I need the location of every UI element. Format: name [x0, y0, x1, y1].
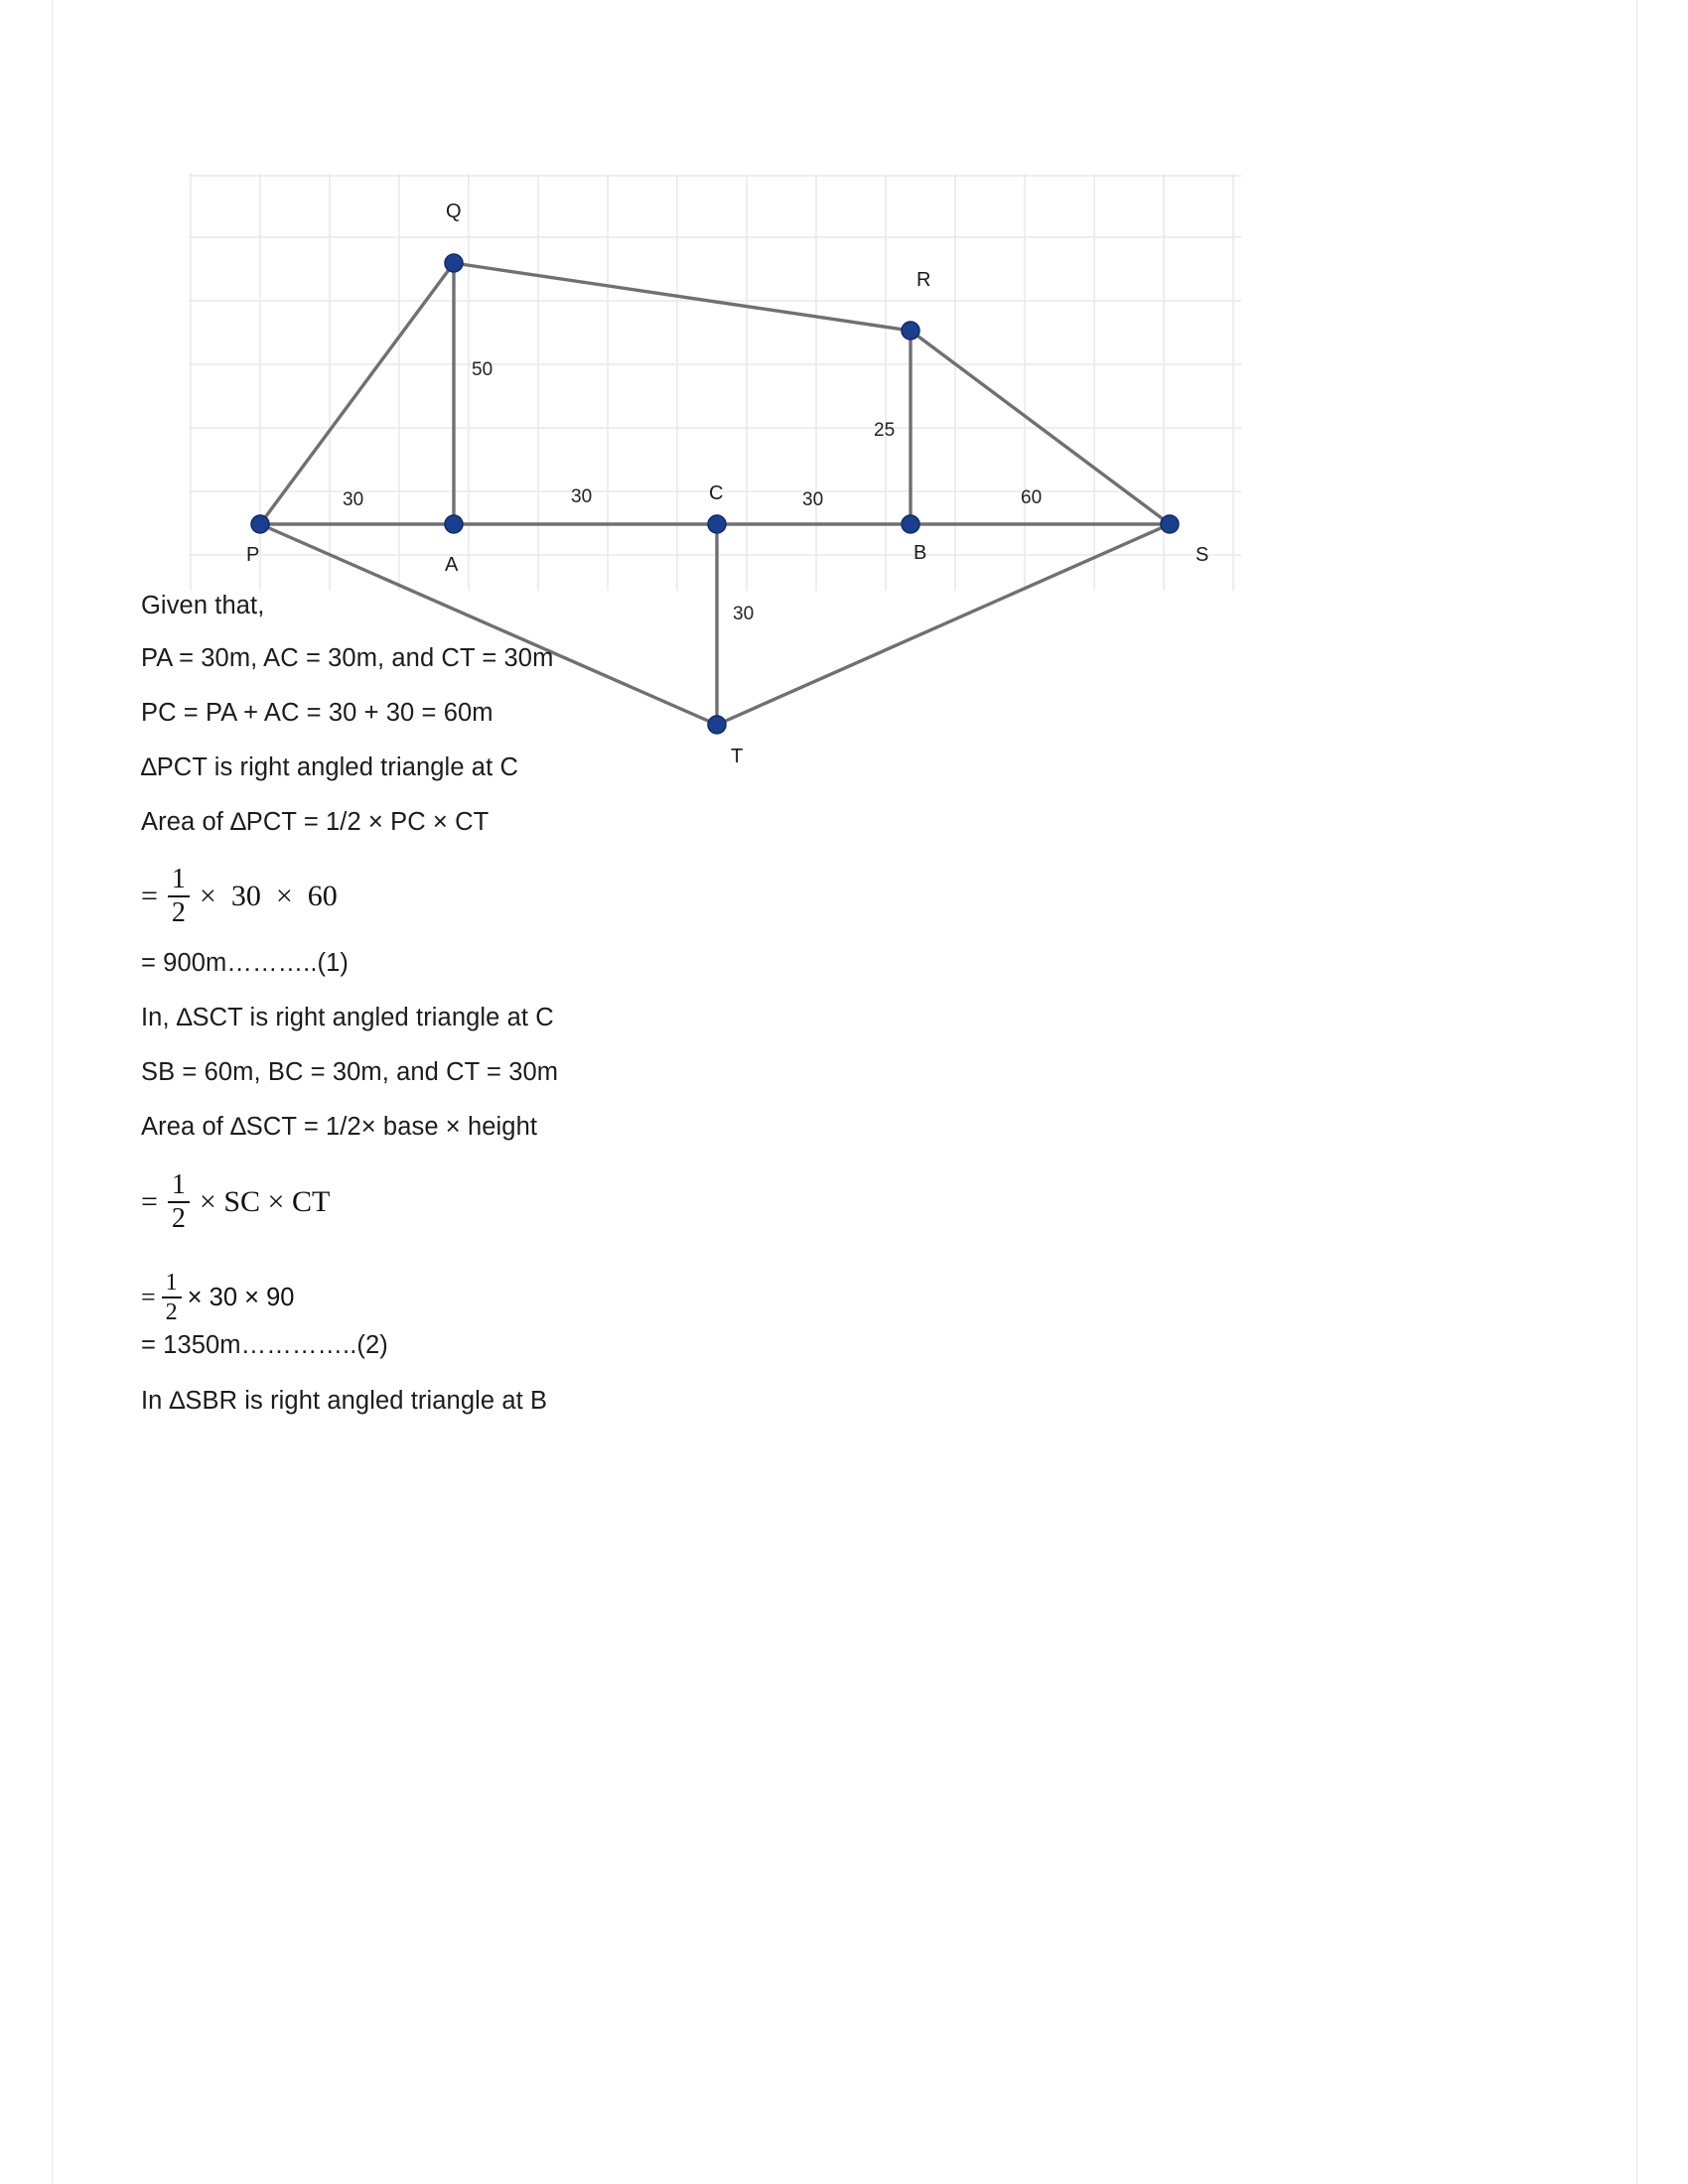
- point-label-S: S: [1196, 544, 1209, 566]
- fraction-numerator-2: 1: [171, 1168, 186, 1200]
- text-line-pct-right-angled: ∆PCT is right angled triangle at C: [141, 753, 518, 781]
- point-T: [708, 716, 726, 734]
- equals-sign: =: [141, 880, 158, 912]
- equals-sign-2: =: [141, 1185, 158, 1218]
- point-label-A: A: [445, 554, 459, 576]
- equation-operands-3: × 30 × 90: [187, 1283, 295, 1311]
- fraction-one-half-3: [162, 1271, 182, 1325]
- equation-operands: × 30 × 60: [199, 880, 338, 912]
- equation-area-pct-value: [141, 863, 338, 929]
- text-line-area-pct-formula: Area of ∆PCT = 1/2 × PC × CT: [141, 808, 490, 836]
- point-A: [445, 515, 463, 533]
- fraction-numerator: 1: [171, 863, 186, 894]
- point-label-P: P: [246, 544, 260, 566]
- equation-operands-2: × SC × CT: [199, 1185, 331, 1218]
- fraction-denominator-2: 2: [171, 1203, 186, 1235]
- measure-CT: 30: [733, 604, 755, 624]
- measure-PA: 30: [343, 489, 364, 510]
- point-C: [708, 515, 726, 533]
- point-B: [902, 515, 919, 533]
- segment-QR: [454, 263, 911, 331]
- point-label-Q: Q: [446, 201, 462, 222]
- text-line-pa-ac-ct: PA = 30m, AC = 30m, and CT = 30m: [141, 644, 554, 672]
- text-line-given-that: Given that,: [141, 592, 265, 619]
- point-label-R: R: [916, 269, 931, 291]
- text-line-sct-right-angled: In, ∆SCT is right angled triangle at C: [141, 1004, 554, 1031]
- point-R: [902, 322, 919, 340]
- point-label-C: C: [709, 482, 724, 504]
- text-line-pc-sum: PC = PA + AC = 30 + 30 = 60m: [141, 699, 493, 727]
- measure-AC: 30: [571, 486, 593, 507]
- measure-RB: 25: [874, 420, 896, 441]
- text-line-result-900: = 900m………..(1): [141, 949, 349, 977]
- fraction-numerator-3: 1: [165, 1269, 178, 1296]
- fraction-denominator: 2: [171, 897, 186, 929]
- segment-PQ: [260, 263, 454, 524]
- point-label-B: B: [914, 542, 927, 564]
- equation-area-sct-numeric: [141, 1271, 294, 1324]
- point-Q: [445, 254, 463, 272]
- point-P: [251, 515, 269, 533]
- page-right-rule: [1636, 0, 1637, 2184]
- text-line-sb-bc-ct: SB = 60m, BC = 30m, and CT = 30m: [141, 1058, 559, 1086]
- equation-area-sct-symbolic: [141, 1168, 331, 1235]
- figure-point-labels: [246, 201, 1208, 767]
- text-line-area-sct-formula: Area of ∆SCT = 1/2× base × height: [141, 1113, 538, 1141]
- page-left-rule: [52, 0, 53, 2184]
- fraction-one-half-2: [168, 1168, 190, 1235]
- point-label-T: T: [731, 746, 744, 767]
- point-S: [1161, 515, 1179, 533]
- equals-sign-3: =: [141, 1283, 156, 1311]
- fraction-one-half: [168, 863, 190, 929]
- measure-QA: 50: [472, 359, 493, 380]
- measure-BS: 60: [1021, 487, 1043, 508]
- text-line-result-1350: = 1350m…………..(2): [141, 1331, 388, 1359]
- measure-CB: 30: [802, 489, 824, 510]
- fraction-denominator-3: 2: [165, 1299, 178, 1326]
- text-line-sbr-right-angled: In ∆SBR is right angled triangle at B: [141, 1387, 548, 1415]
